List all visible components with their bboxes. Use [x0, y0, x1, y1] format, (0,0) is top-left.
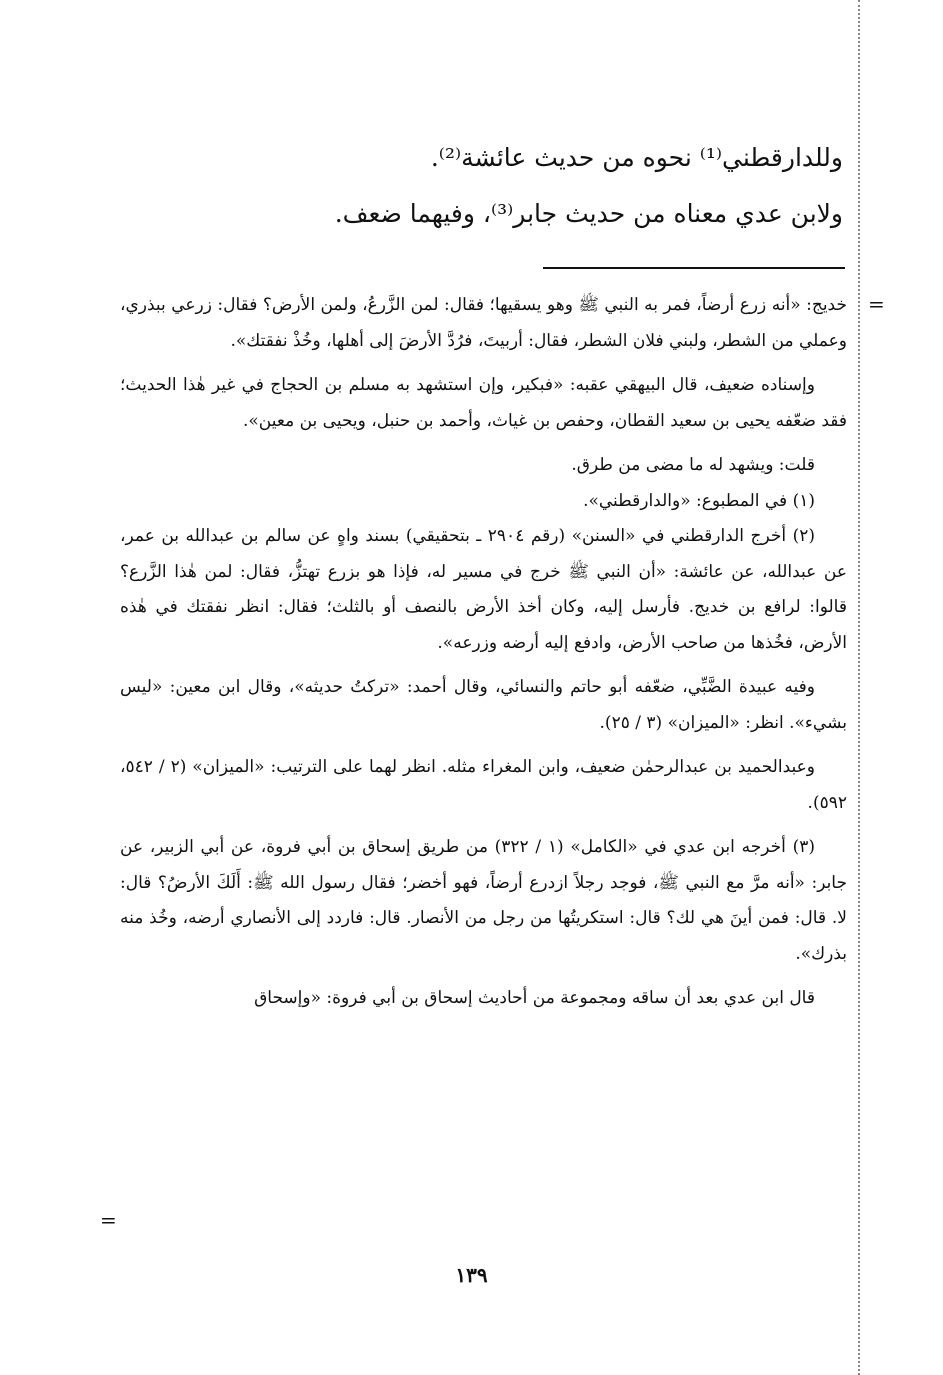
footnotes — [120, 288, 847, 1017]
continuation-mark-end: = — [100, 1208, 117, 1232]
binding-margin-line — [858, 0, 860, 1375]
footnote-paragraph: وإسناده ضعيف، قال البيهقي عقبه: «فبكير، وإن استشهد به مسلم بن الحجاج في غير هٰذا الحديث؛ فقد ضعّفه يحيى بن سعيد القطان، وحفص بن غياث، وأحمد بن حنبل، ويحيى بن معين». — [120, 375, 847, 431]
main-text — [143, 130, 843, 242]
footnote-separator — [543, 267, 845, 269]
footnote-2-paragraph: وفيه عبيدة الضَّبِّي، ضعّفه أبو حاتم والنسائي، وقال أحمد: «تركتُ حديثه»، وقال ابن معين: «ليس بشيء». انظر: «الميزان» (٣ / ٢٥). — [120, 677, 847, 733]
main-text-line-2: ولابن عدي معناه من حديث جابر⁽³⁾، وفيهما ضعف. — [334, 199, 843, 228]
footnote-2-paragraph: وعبدالحميد بن عبدالرحمٰن ضعيف، وابن المغراء مثله. انظر لهما على الترتيب: «الميزان» (٢ / ٥٤٢، ٥٩٢). — [120, 757, 847, 813]
footnote-continuation: خديج: «أنه زرع أرضاً، فمر به النبي ﷺ وهو يسقيها؛ فقال: لمن الزَّرعُ، ولمن الأرض؟ فقال: زرعي ببذري، وعملي من الشطر، ولبني فلان الشطر، فقال: أربيتَ، فرُدَّ الأرضَ إلى أهلها، وخُذْ نفقتك». — [120, 295, 847, 351]
continuation-mark-start: = — [868, 292, 885, 316]
footnote-paragraph: قلت: ويشهد له ما مضى من طرق. — [571, 455, 815, 475]
footnote-2: (٢) أخرج الدارقطني في «السنن» (رقم ٢٩٠٤ ـ بتحقيقي) بسند واهٍ عن سالم بن عبدالله بن عمر، عن عبدالله، عن عائشة: «أن النبي ﷺ خرج في مسير له، فإذا هو بزرع تهتزُّ، فقال: لمن هٰذا الزَّرع؟ قالوا: لرافع بن خديج. فأرسل إليه، وكان أخذ الأرض بالنصف أو بالثلث؛ فقال: انظر نفقتك في هٰذه الأرض، فخُذها من صاحب الأرض، وادفع إليه أرضه وزرعه». — [120, 526, 847, 653]
footnote-1: (١) في المطبوع: «والدارقطني». — [583, 490, 815, 511]
main-text-line-1: وللدارقطني⁽¹⁾ نحوه من حديث عائشة⁽²⁾. — [430, 143, 843, 172]
page-number: ١٣٩ — [455, 1263, 488, 1287]
footnote-3-paragraph: قال ابن عدي بعد أن ساقه ومجموعة من أحاديث إسحاق بن أبي فروة: «وإسحاق — [254, 988, 815, 1008]
footnote-3: (٣) أخرجه ابن عدي في «الكامل» (١ / ٣٢٢) من طريق إسحاق بن أبي فروة، عن أبي الزبير، عن جابر: «أنه مرَّ مع النبي ﷺ، فوجد رجلاً ازدرع أرضاً، فهو أخضر؛ فقال رسول الله ﷺ: أَلَكَ الأرضُ؟ قال: لا. قال: فمن أينَ هي لك؟ قال: استكريتُها من رجل من الأنصار. قال: فاردد إلى الأنصاري أرضه، وخُذ منه بذرك». — [120, 837, 847, 964]
